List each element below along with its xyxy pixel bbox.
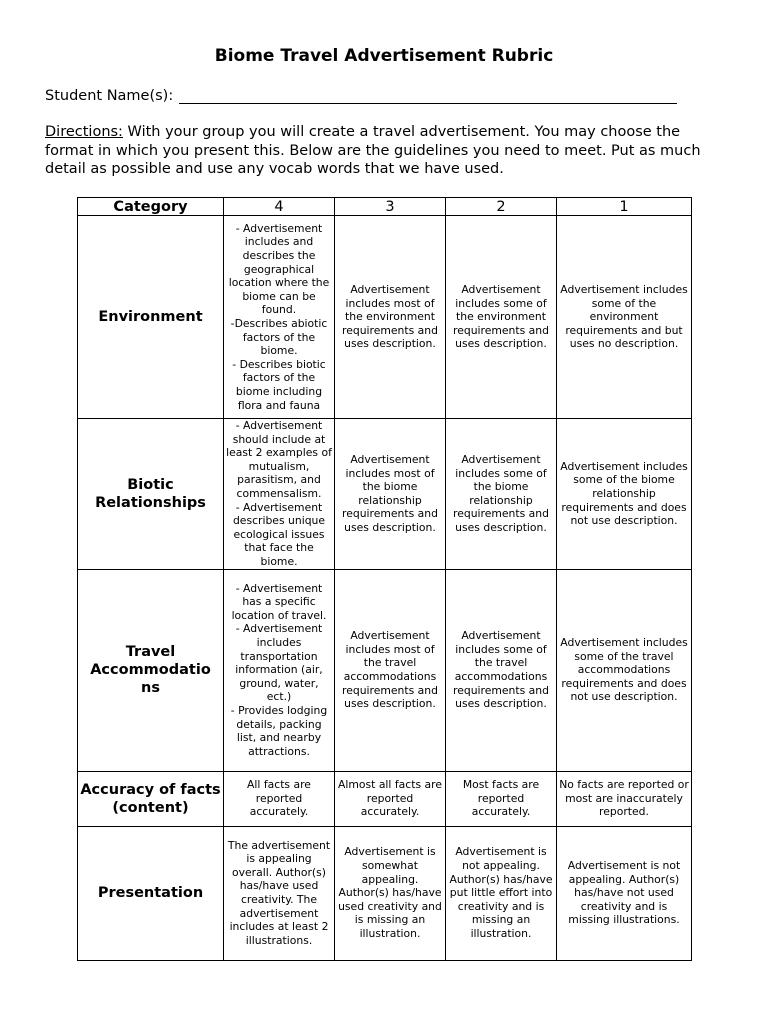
header-score-2: 2 <box>446 198 557 216</box>
criteria-cell: Advertisement includes most of the biome relationship requirements and uses description. <box>335 419 446 570</box>
criteria-cell: Most facts are reported accurately. <box>446 771 557 826</box>
category-cell: Presentation <box>78 826 224 960</box>
student-name-line <box>45 88 677 104</box>
criteria-cell: Advertisement includes some of the travel accommodations requirements and does not use description. <box>557 569 692 771</box>
category-cell: Biotic Relationships <box>78 419 224 570</box>
category-cell: Accuracy of facts (content) <box>78 771 224 826</box>
criteria-cell: Advertisement is somewhat appealing. Author(s) has/have used creativity and is missing an illustration. <box>335 826 446 960</box>
category-cell: Environment <box>78 216 224 419</box>
criteria-cell: Advertisement includes some of the travel accommodations requirements and uses description. <box>446 569 557 771</box>
criteria-cell: Advertisement is not appealing. Author(s) has/have put little effort into creativity and is missing an illustration. <box>446 826 557 960</box>
criteria-cell: - Advertisement has a specific location of travel. - Advertisement includes transportation information (air, ground, water, ect.) - Provides lodging details, packing list, and nearby attractions. <box>224 569 335 771</box>
student-name-label: Student Name(s): <box>45 88 174 104</box>
category-cell: Travel Accommodatio ns <box>78 569 224 771</box>
directions-label: Directions: <box>45 124 123 140</box>
table-row <box>78 826 692 960</box>
header-category: Category <box>78 198 224 216</box>
table-row <box>78 216 692 419</box>
header-score-1: 1 <box>557 198 692 216</box>
criteria-cell: Almost all facts are reported accurately. <box>335 771 446 826</box>
header-row <box>78 198 692 216</box>
table-row <box>78 771 692 826</box>
table-row <box>78 569 692 771</box>
criteria-cell: All facts are reported accurately. <box>224 771 335 826</box>
table-row <box>78 419 692 570</box>
criteria-cell: Advertisement is not appealing. Author(s) has/have not used creativity and is missing illustrations. <box>557 826 692 960</box>
header-score-3: 3 <box>335 198 446 216</box>
criteria-cell: Advertisement includes some of the biome relationship requirements and uses description. <box>446 419 557 570</box>
criteria-cell: Advertisement includes some of the biome relationship requirements and does not use description. <box>557 419 692 570</box>
criteria-cell: Advertisement includes some of the environment requirements and but uses no description. <box>557 216 692 419</box>
rubric-table <box>77 197 692 961</box>
criteria-cell: Advertisement includes most of the environment requirements and uses description. <box>335 216 446 419</box>
criteria-cell: No facts are reported or most are inaccurately reported. <box>557 771 692 826</box>
directions-text: With your group you will create a travel advertisement. You may choose the format in which you present this. Below are the guidelines you need to meet. Put as much detail as possible and use any vocab words that we have used. <box>45 124 701 177</box>
header-score-4: 4 <box>224 198 335 216</box>
criteria-cell: The advertisement is appealing overall. Author(s) has/have used creativity. The advertisement includes at least 2 illustrations. <box>224 826 335 960</box>
criteria-cell: Advertisement includes most of the travel accommodations requirements and uses description. <box>335 569 446 771</box>
criteria-cell: - Advertisement includes and describes the geographical location where the biome can be found. -Describes abiotic factors of the biome. - Describes biotic factors of the biome including flora and fauna <box>224 216 335 419</box>
criteria-cell: - Advertisement should include at least 2 examples of mutualism, parasitism, and commensalism. - Advertisement describes unique ecological issues that face the biome. <box>224 419 335 570</box>
document-title: Biome Travel Advertisement Rubric <box>214 46 554 66</box>
criteria-cell: Advertisement includes some of the environment requirements and uses description. <box>446 216 557 419</box>
directions-paragraph <box>45 123 720 179</box>
student-name-blank[interactable] <box>179 89 677 104</box>
